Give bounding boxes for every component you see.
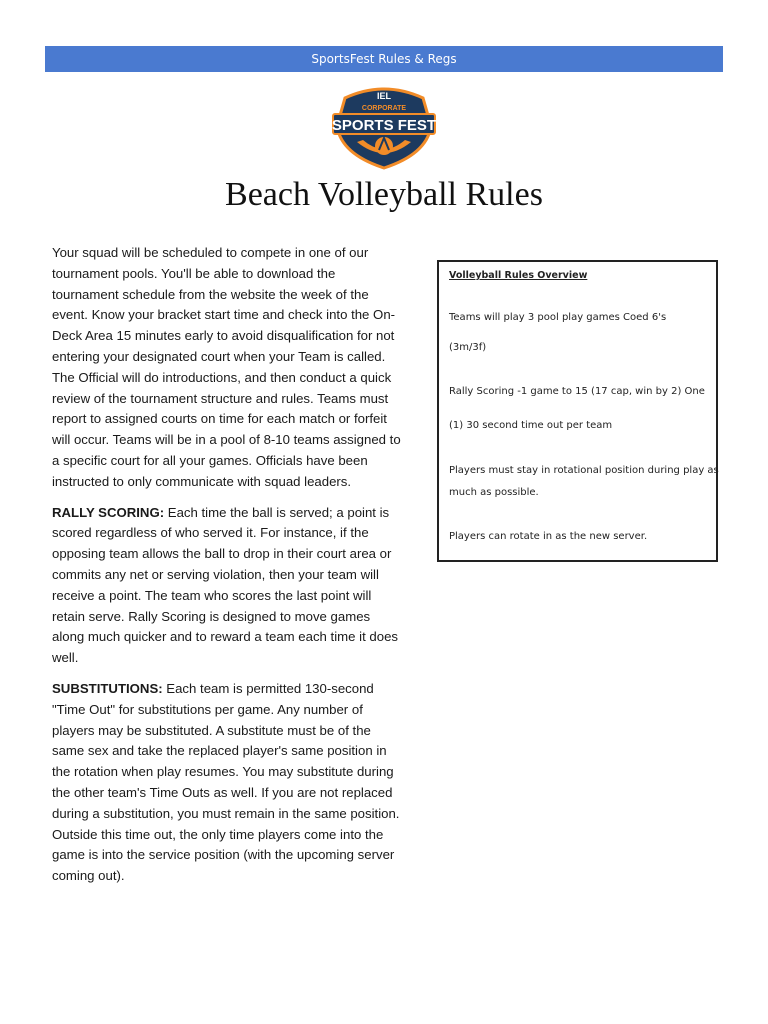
overview-item: (1) 30 second time out per team (449, 420, 613, 431)
rally-heading: RALLY SCORING: (52, 504, 165, 520)
intro-paragraph: Your squad will be scheduled to compete in one of our tournament pools. You'll be able to download the tournament schedule from the website the week of the event. Know your bracket start time and check into the On-Deck Area 15 minutes early to avoid disqualification for not entering your designated court when your Team is called. The Official will do introductions, and then conduct a quick review of the tournament structure and rules. Teams must report to assigned courts on time for each match or forfeit will occur. Teams will be in a pool of 8-10 teams assigned to a specific court for all your games. Officials have been instructed to only communicate with squad leaders. (52, 245, 401, 489)
rules-overview-box (437, 260, 718, 562)
logo-text-top: IEL (376, 91, 392, 101)
overview-item: Teams will play 3 pool play games Coed 6's (449, 312, 667, 323)
overview-item: Players must stay in rotational position during play as (449, 465, 719, 476)
page-title: Beach Volleyball Rules (225, 176, 543, 213)
overview-item: Rally Scoring -1 game to 15 (17 cap, win by 2) One (449, 386, 705, 397)
overview-item: (3m/3f) (449, 342, 487, 353)
subs-heading: SUBSTITUTIONS: (52, 680, 163, 696)
overview-item: much as possible. (449, 487, 539, 498)
header-bar (45, 46, 723, 72)
overview-title: Volleyball Rules Overview (449, 270, 588, 281)
subs-paragraph (52, 679, 402, 887)
rules-body (52, 243, 402, 897)
header-title: SportsFest Rules & Regs (311, 52, 457, 66)
logo-text-main: SPORTS FEST (331, 117, 437, 134)
rally-text: Each time the ball is served; a point is scored regardless of who served it. For instance, if the opposing team allows the ball to drop in their court area or commits any net or serving violation, then your team will receive a point. The team who scores the last point will retain serve. Rally Scoring is designed to move games along much quicker and to reward a team each time it does well. (52, 504, 398, 666)
overview-item: Players can rotate in as the new server. (449, 531, 648, 542)
subs-text: Each team is permitted 130-second "Time Out" for substitutions per game. Any number of players may be substituted. A substitute must be of the same sex and take the replaced player's same position in the rotation when play resumes. You may substitute during the other team's Time Outs as well. If you are not replaced during a substitution, you must remain in the same position. Outside this time out, the only time players come into the game is into the service position (with the upcoming server coming out). (52, 680, 400, 884)
logo-text-mid: CORPORATE (361, 105, 407, 112)
rally-paragraph (52, 503, 402, 669)
sportsfest-logo (331, 80, 437, 170)
